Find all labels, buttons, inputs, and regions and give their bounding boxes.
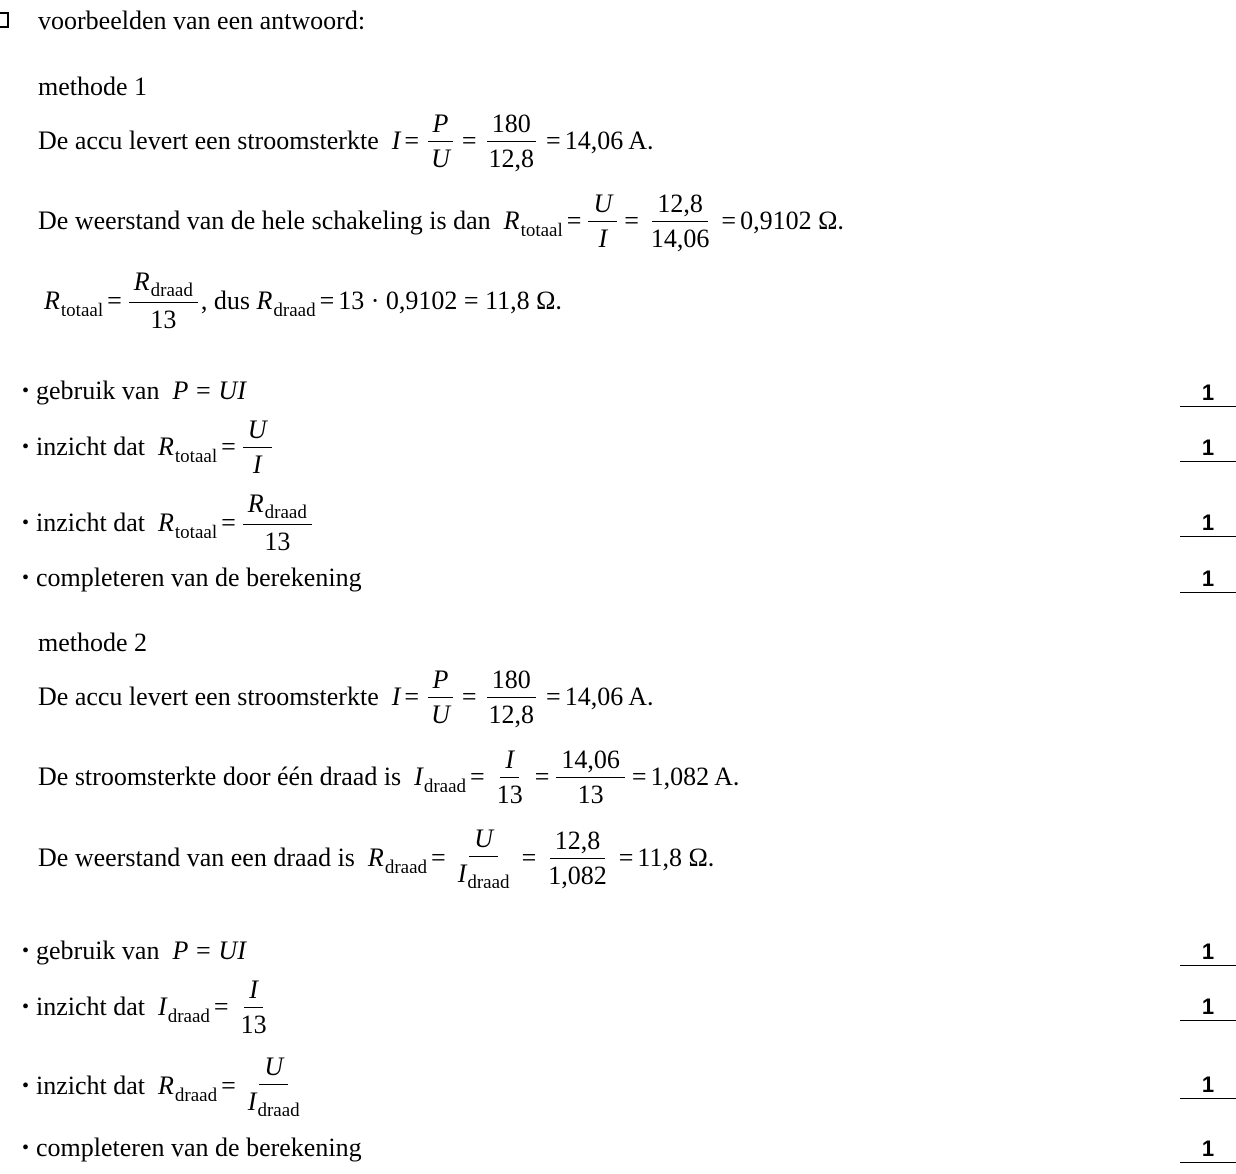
m1-line1-frac-pu: $\frac{P}{U}$: [426, 109, 455, 174]
m1-line2-frac-ui: $\frac{U}{I}$: [588, 189, 617, 254]
m1-line2-result: 0,9102 Ω.: [740, 206, 844, 235]
m1-line3-frac: $\frac{R_{draad}}{13}$: [129, 267, 198, 335]
m1-line1-result: 14,06 A.: [564, 126, 654, 155]
m1-criterion-1: • gebruik van P = UI: [22, 376, 246, 405]
m1-line1: De accu levert een stroomsterkte I = $\frac{P}{U}$ = $\frac{180}{12,8}$ = 14,06 A.: [38, 108, 654, 173]
m2-score-2: 1: [1180, 994, 1236, 1021]
m1-line1-frac-values: $\frac{180}{12,8}$: [488, 108, 535, 173]
m1-line1-I: I: [391, 126, 401, 155]
m2-score-3: 1: [1180, 1072, 1236, 1099]
m2-line1: De accu levert een stroomsterkte I = $\frac{P}{U}$ = $\frac{180}{12,8}$ = 14,06 A.: [38, 664, 654, 729]
m2-criterion-2: • inzicht dat I draad = $\frac{I}{13}$: [22, 974, 267, 1039]
m1-line2: De weerstand van de hele schakeling is dan R totaal = $\frac{U}{I}$ = $\frac{12,8}{14,06}$ = 0,9102 Ω.: [38, 188, 844, 253]
m1-score-4: 1: [1180, 566, 1236, 593]
m2-score-4: 1: [1180, 1136, 1236, 1163]
m1-line3-result: 13 · 0,9102 = 11,8 Ω.: [338, 286, 562, 315]
m2-line2: De stroomsterkte door één draad is I draad = $\frac{I}{13}$ = $\frac{14,06}{13}$ = 1,082 A.: [38, 744, 740, 809]
methode1-heading: methode 1: [38, 72, 148, 101]
m1-line2-frac-values: $\frac{12,8}{14,06}$: [650, 188, 710, 253]
m1-score-3: 1: [1180, 510, 1236, 537]
m1-criterion-2: • inzicht dat R totaal = $\frac{U}{I}$: [22, 414, 275, 480]
m2-score-1: 1: [1180, 939, 1236, 966]
checkbox-marker: [0, 12, 9, 28]
methode2-heading: methode 2: [38, 628, 148, 657]
m1-score-2: 1: [1180, 435, 1236, 462]
m2-criterion-1: • gebruik van P = UI: [22, 936, 246, 965]
intro-text: voorbeelden van een antwoord:: [38, 6, 366, 35]
m1-criterion-3: • inzicht dat R totaal = $\frac{R_{draad}}{13}$: [22, 490, 315, 556]
m1-score-1: 1: [1180, 380, 1236, 407]
m1-line3-dus: , dus: [200, 286, 250, 315]
m1-line1-text: De accu levert een stroomsterkte: [38, 126, 379, 155]
m1-line3: R totaal = $\frac{R_{draad}}{13}$ , dus R draad = 13 · 0,9102 = 11,8 Ω.: [44, 267, 562, 334]
m2-criterion-3: • inzicht dat R draad = $\frac{U}{I_{draad}}$: [22, 1052, 300, 1121]
m2-criterion-4: • completeren van de berekening: [22, 1133, 362, 1162]
m2-line3: De weerstand van een draad is R draad = $\frac{U}{I_{draad}}$ = $\frac{12,8}{1,082}$ = 11,8 Ω.: [38, 824, 715, 893]
m1-criterion-4: • completeren van de berekening: [22, 563, 362, 592]
m1-line2-text: De weerstand van de hele schakeling is dan: [38, 206, 491, 235]
